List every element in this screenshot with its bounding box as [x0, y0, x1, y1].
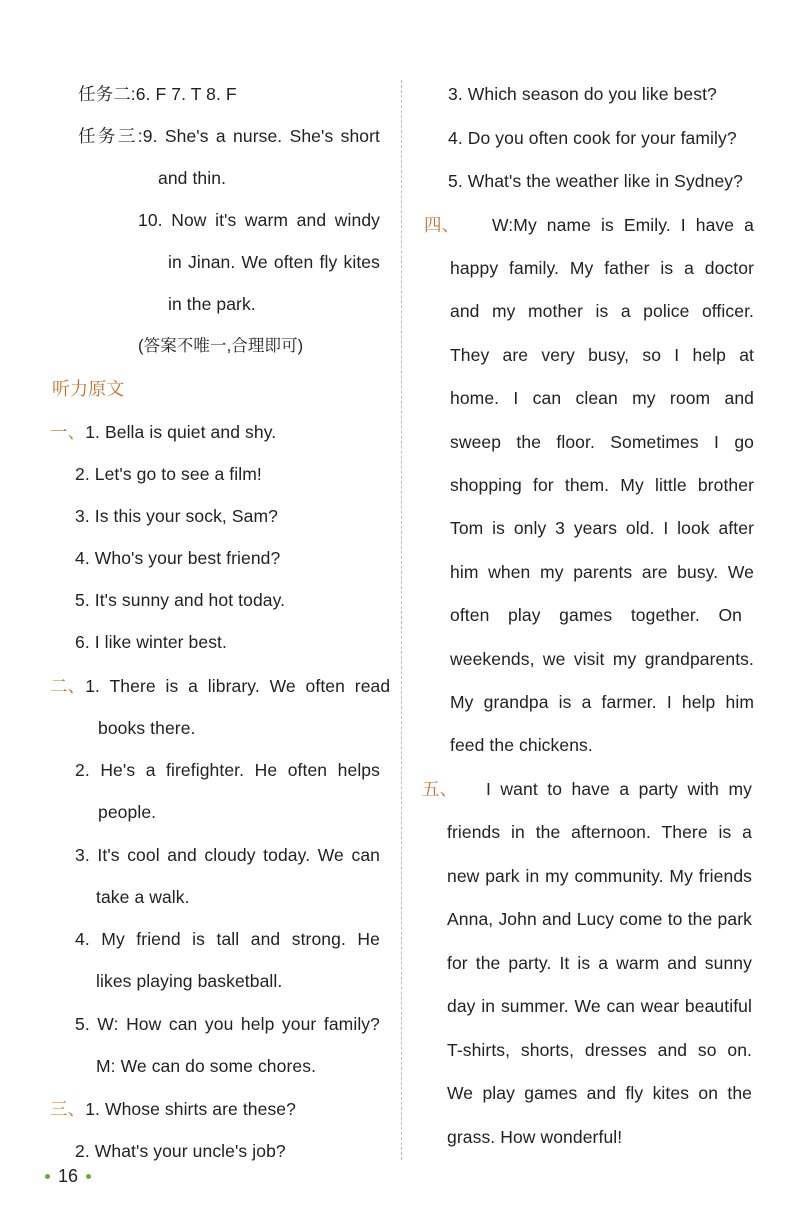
- task3-line-3: 10. Now it's warm and windy: [138, 210, 380, 230]
- s1-item: 4. Who's your best friend?: [75, 548, 281, 568]
- task3-text: 9. She's a nurse. She's short: [142, 126, 380, 146]
- s2-line: people.: [98, 802, 157, 822]
- s5-line: day in summer. We can wear beautiful: [447, 996, 752, 1016]
- s4-line: W:My name is Emily. I have a: [492, 215, 754, 235]
- s3-text: 1. Whose shirts are these?: [85, 1099, 296, 1119]
- s2-line: M: We can do some chores.: [96, 1056, 317, 1076]
- task3-line-2: and thin.: [158, 168, 227, 188]
- s2-line: 3. It's cool and cloudy today. We can: [75, 845, 380, 865]
- answer-note: (答案不唯一,合理即可): [138, 337, 304, 355]
- s2-line: take a walk.: [96, 887, 190, 907]
- listening-header: 听力原文: [52, 379, 125, 399]
- task2-label: 任务二:: [78, 84, 136, 104]
- s4-line: weekends, we visit my grandparents.: [450, 649, 754, 669]
- s3-item: [50, 1097, 296, 1121]
- s4-line: They are very busy, so I help at: [450, 345, 754, 365]
- s4-line: feed the chickens.: [450, 735, 593, 755]
- s5-line: friends in the afternoon. There is a: [447, 822, 752, 842]
- s4-mark: 四、: [424, 215, 460, 235]
- s3-mark: 三、: [50, 1099, 86, 1119]
- s2-line: 4. My friend is tall and strong. He: [75, 929, 380, 949]
- s2-line: [50, 674, 390, 698]
- task3-label: 任务三:: [78, 126, 143, 146]
- s4-line: home. I can clean my room and: [450, 388, 754, 408]
- s1-text: 1. Bella is quiet and shy.: [85, 422, 277, 442]
- task2-text: 6. F 7. T 8. F: [135, 84, 237, 104]
- s3-item: 4. Do you often cook for your family?: [448, 128, 737, 148]
- s2-line: 2. He's a firefighter. He often helps: [75, 760, 380, 780]
- s5-mark: 五、: [422, 779, 458, 799]
- task3-line-4: in Jinan. We often fly kites: [168, 252, 380, 272]
- s2-mark: 二、: [50, 676, 86, 696]
- task3-line-1: [78, 124, 380, 148]
- s5-line: We play games and fly kites on the: [447, 1083, 752, 1103]
- s2-line: books there.: [98, 718, 196, 738]
- task2-answer: [78, 82, 237, 106]
- s3-item: 5. What's the weather like in Sydney?: [448, 171, 743, 191]
- s4-line: and my mother is a police officer.: [450, 301, 754, 321]
- s3-item: 3. Which season do you like best?: [448, 84, 717, 104]
- s4-line: happy family. My father is a doctor: [450, 258, 754, 278]
- s4-line: often play games together. On: [450, 605, 742, 625]
- page-number: [45, 1166, 91, 1187]
- s5-line: T-shirts, shorts, dresses and so on.: [447, 1040, 752, 1060]
- s5-line: grass. How wonderful!: [447, 1127, 623, 1147]
- s1-mark: 一、: [50, 422, 86, 442]
- s1-item: 2. Let's go to see a film!: [75, 464, 262, 484]
- s1-item: 3. Is this your sock, Sam?: [75, 506, 278, 526]
- bullet-dot-icon: [45, 1174, 50, 1179]
- s4-line: him when my parents are busy. We: [450, 562, 754, 582]
- s5-line: new park in my community. My friends: [447, 866, 752, 886]
- s4-line: shopping for them. My little brother: [450, 475, 754, 495]
- s2-line: likes playing basketball.: [96, 971, 283, 991]
- s2-text: 1. There is a library. We often read: [85, 676, 391, 696]
- s4-line: Tom is only 3 years old. I look after: [450, 518, 754, 538]
- s4-line: My grandpa is a farmer. I help him: [450, 692, 754, 712]
- s1-item: 6. I like winter best.: [75, 632, 227, 652]
- s1-item: [50, 420, 276, 444]
- column-divider: [401, 80, 402, 1160]
- s1-item: 5. It's sunny and hot today.: [75, 590, 286, 610]
- s2-line: 5. W: How can you help your family?: [75, 1014, 380, 1034]
- bullet-dot-icon: [86, 1174, 91, 1179]
- s5-line: I want to have a party with my: [486, 779, 752, 799]
- task3-line-5: in the park.: [168, 294, 256, 314]
- s5-line: Anna, John and Lucy come to the park: [447, 909, 752, 929]
- s3-item: 2. What's your uncle's job?: [75, 1141, 286, 1161]
- s4-line: sweep the floor. Sometimes I go: [450, 432, 754, 452]
- page-number-text: 16: [58, 1166, 79, 1186]
- s5-line: for the party. It is a warm and sunny: [447, 953, 752, 973]
